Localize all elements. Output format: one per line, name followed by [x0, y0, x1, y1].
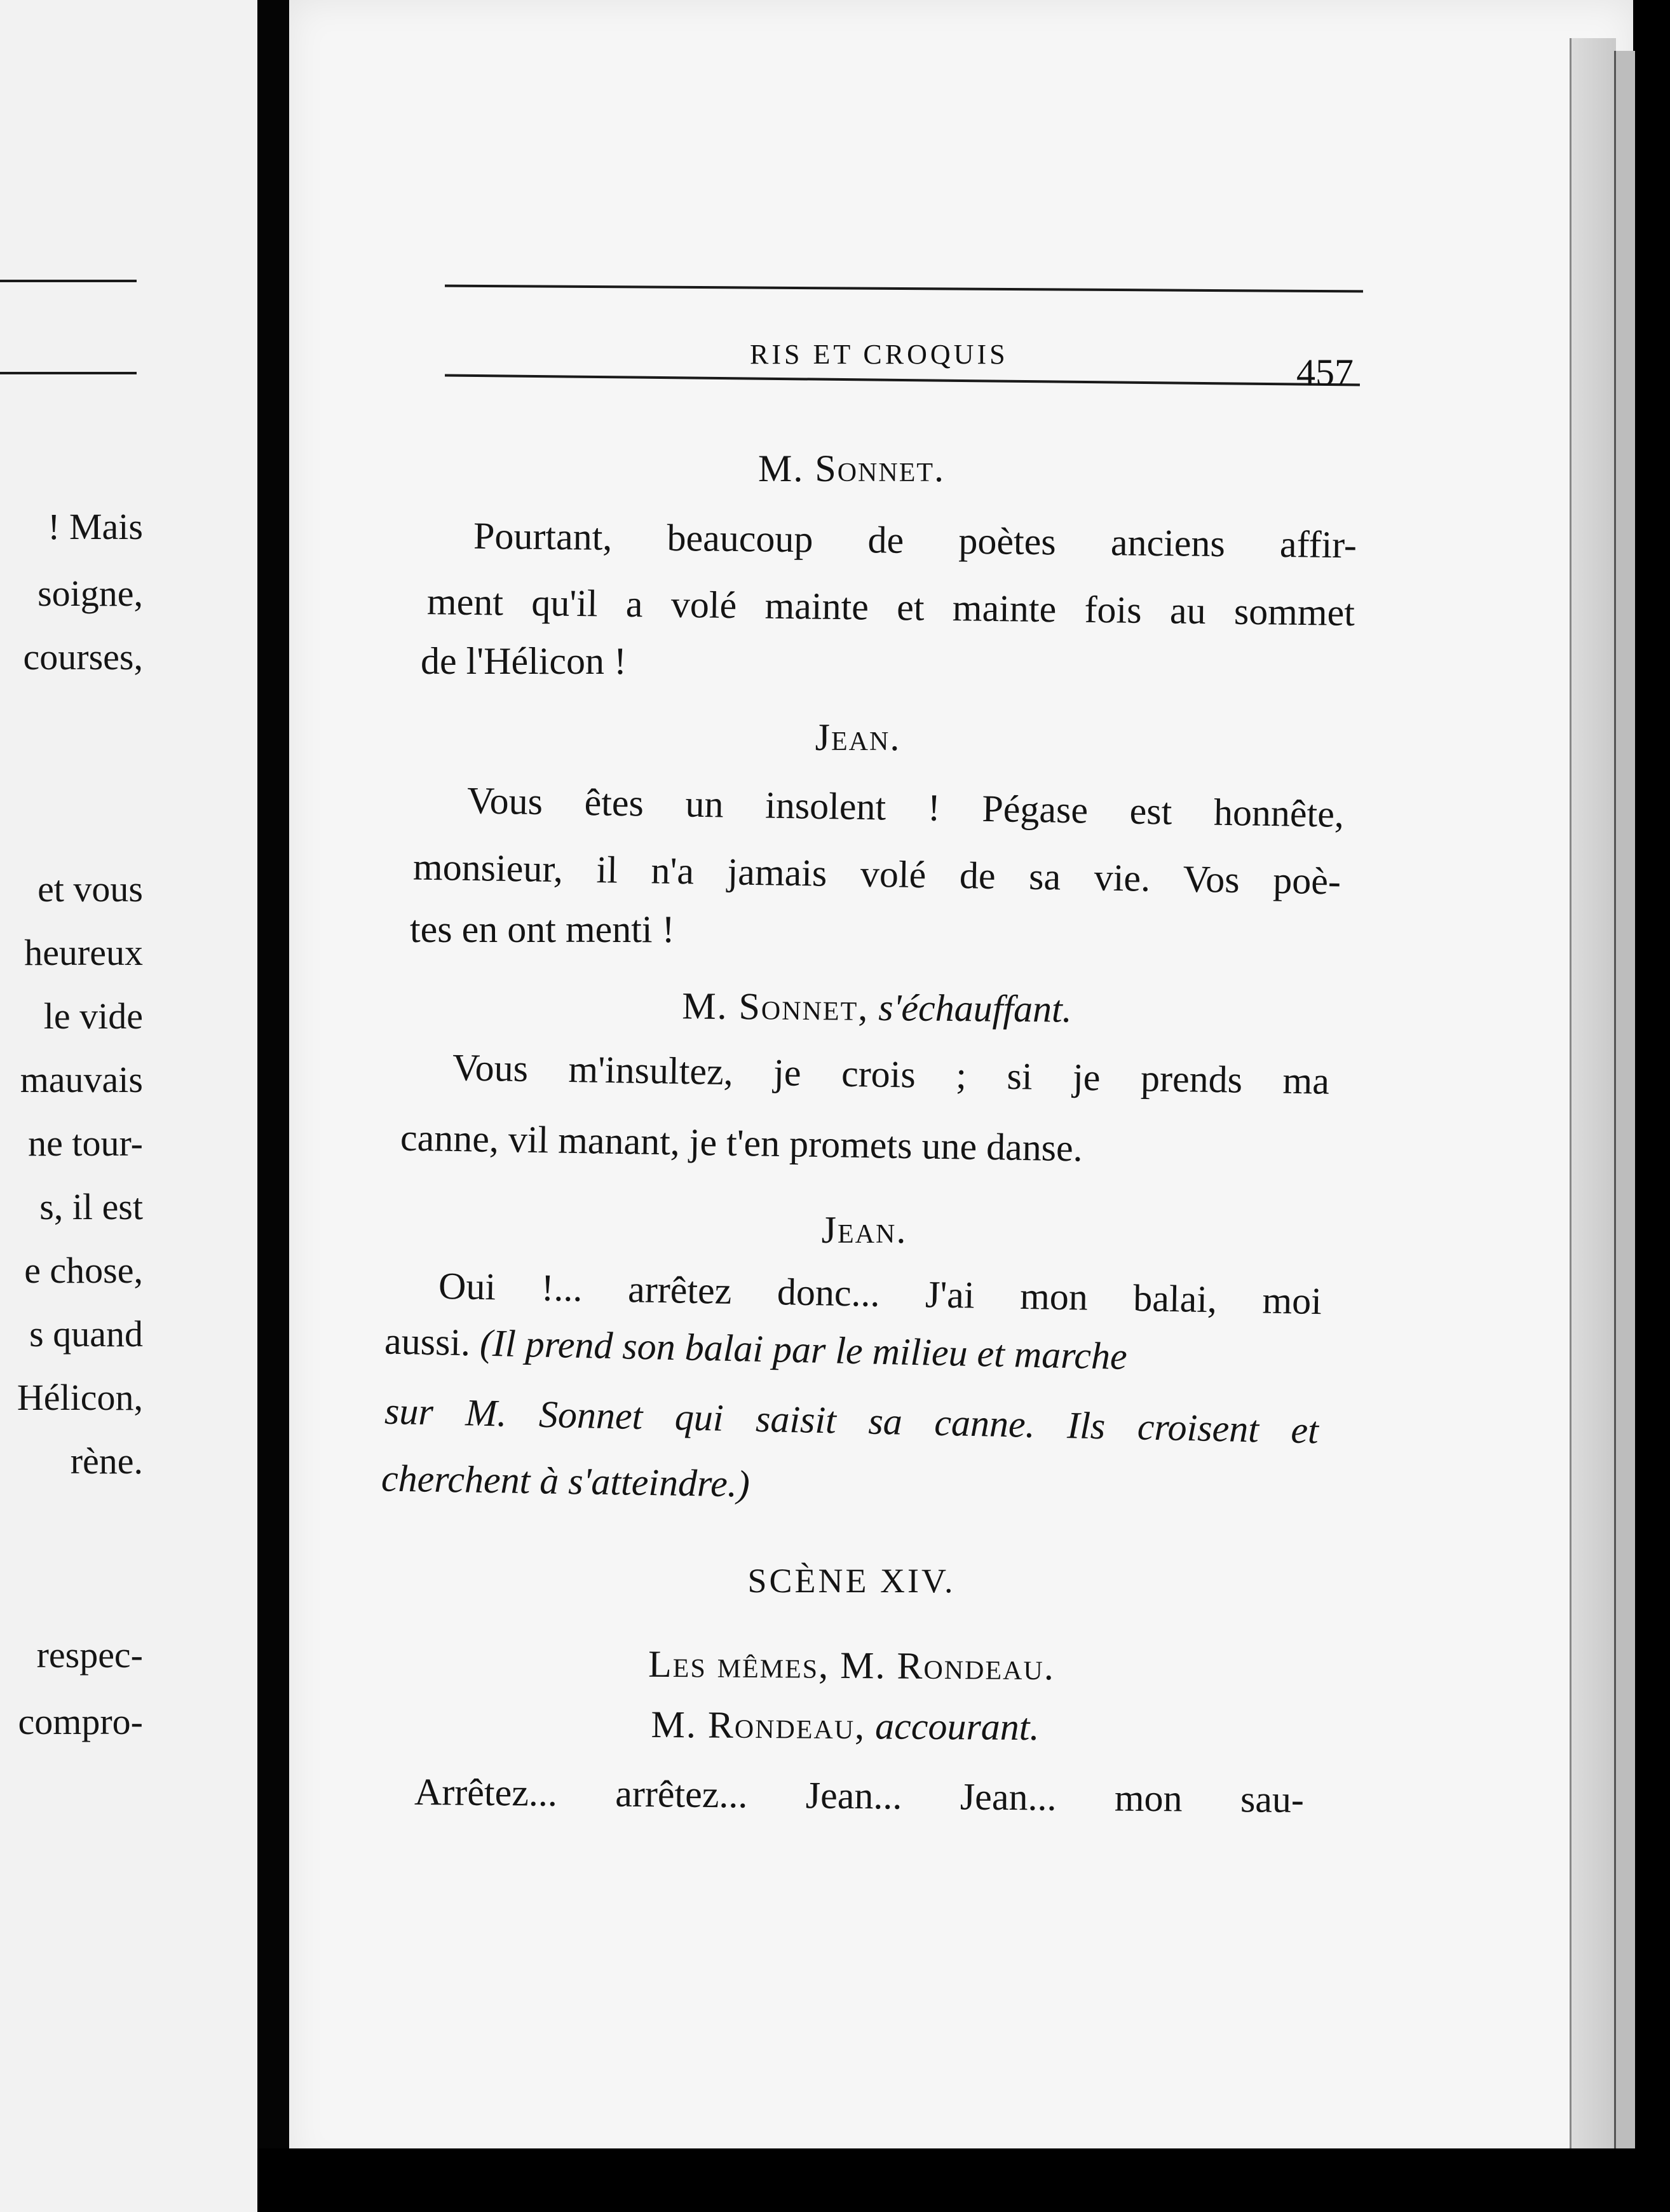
- dialogue-line: monsieur, il n'a jamais volé de sa vie. Vos poè-: [412, 845, 1341, 903]
- cast-list: Les mêmes, M. Rondeau.: [648, 1642, 1056, 1688]
- left-page-rule-top: [0, 280, 137, 282]
- page-edge: [1614, 51, 1635, 2148]
- left-page-line: soigne,: [37, 573, 143, 614]
- left-page-line: respec-: [36, 1634, 143, 1676]
- dialogue-line: de l'Hélicon !: [421, 640, 627, 682]
- dialogue-line: Arrêtez... arrêtez... Jean... Jean... mon sau-: [414, 1770, 1305, 1821]
- speaker-heading: M. Sonnet.: [757, 447, 946, 489]
- stage-direction: (Il prend son balai par le milieu et marche: [479, 1321, 1128, 1377]
- page-edge: [1570, 38, 1616, 2155]
- speaker-heading: Jean.: [821, 1209, 907, 1251]
- left-page-line: s, il est: [39, 1186, 143, 1227]
- dialogue-line: tes en ont menti !: [410, 908, 675, 950]
- left-page-line: ! Mais: [48, 506, 143, 547]
- left-page-line: le vide: [43, 995, 143, 1037]
- stage-direction: accourant.: [874, 1705, 1040, 1749]
- left-page-line: Hélicon,: [17, 1377, 143, 1418]
- stage-direction: sur M. Sonnet qui saisit sa canne. Ils croisent et: [384, 1389, 1319, 1452]
- dialogue-text: aussi.: [384, 1320, 471, 1364]
- left-page-fragment: [0, 0, 257, 2212]
- dialogue-line: Pourtant, beaucoup de poètes anciens affir-: [473, 514, 1357, 566]
- speaker-heading: [597, 1703, 1093, 1749]
- running-head: RIS ET CROQUIS: [750, 339, 1008, 370]
- page-number: 457: [1296, 352, 1354, 393]
- speaker-name: M. Rondeau,: [651, 1703, 866, 1747]
- bottom-shadow: [257, 2148, 1670, 2212]
- left-page-line: ne tour-: [28, 1123, 143, 1164]
- speaker-heading: [629, 987, 1125, 1029]
- speaker-heading: Jean.: [815, 716, 901, 758]
- stage-direction: cherchent à s'atteindre.): [381, 1457, 750, 1505]
- stage-direction: s'échauffant.: [878, 987, 1073, 1030]
- dialogue-line: Vous m'insultez, je crois ; si je prends ma: [452, 1046, 1330, 1102]
- dialogue-line: Vous êtes un insolent ! Pégase est honnête,: [466, 779, 1345, 835]
- dialogue-line: ment qu'il a volé mainte et mainte fois au sommet: [426, 580, 1355, 634]
- left-page-line: et vous: [37, 868, 143, 910]
- left-page-line: rène.: [70, 1440, 143, 1482]
- left-page-line: courses,: [23, 636, 143, 678]
- dialogue-line: canne, vil manant, je t'en promets une danse.: [400, 1116, 1083, 1170]
- speaker-name: M. Sonnet,: [681, 985, 869, 1028]
- book-gutter: [257, 0, 289, 2212]
- dialogue-line: Oui !... arrêtez donc... J'ai mon balai, moi: [438, 1264, 1322, 1323]
- left-page-line: compro-: [18, 1701, 143, 1742]
- left-page-line: s quand: [29, 1313, 143, 1355]
- scene-heading: SCÈNE XIV.: [747, 1562, 956, 1600]
- left-page-line: heureux: [24, 932, 143, 973]
- left-page-rule-bottom: [0, 372, 137, 374]
- left-page-line: e chose,: [24, 1250, 143, 1291]
- left-page-line: mauvais: [20, 1059, 143, 1100]
